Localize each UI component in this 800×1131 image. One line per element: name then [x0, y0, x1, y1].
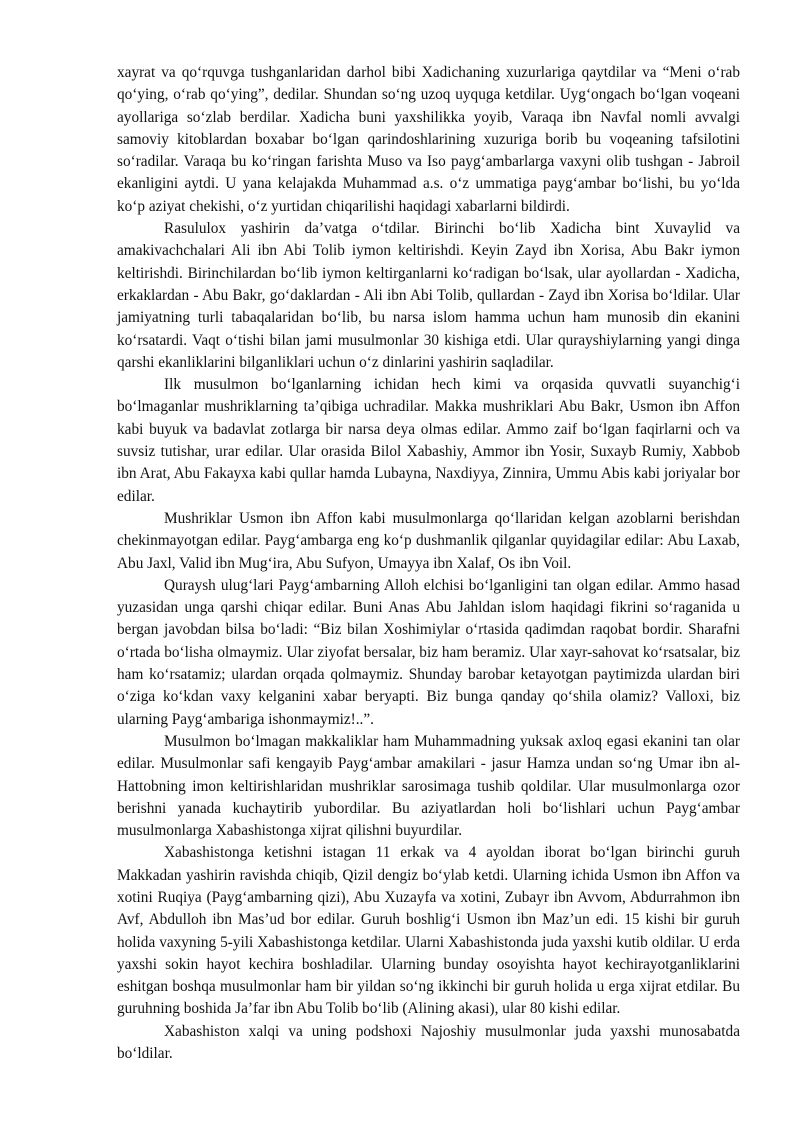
paragraph-enemies: Mushriklar Usmon ibn Affon kabi musulmonlarga qo‘llaridan kelgan azoblarni berishdan chekinmayotgan edilar. Payg‘ambarga eng ko‘p dushmanlik qilganlar quyidagilar edilar: Abu Laxab, Abu Jaxl, Valid ibn Mug‘ira, Abu Sufyon, Umayya ibn Xalaf, Os ibn Voil.: [117, 509, 740, 572]
document-page: [117, 62, 740, 1065]
paragraph-secret-dawah: Rasululox yashirin da’vatga o‘tdilar. Birinchi bo‘lib Xadicha bint Xuvaylid va amakivachchalari Ali ibn Abi Tolib iymon keltirishdi. Keyin Zayd ibn Xorisa, Abu Bakr iymon keltirishdi. Birinchilardan bo‘lib iymon keltirganlarni ko‘radigan bo‘lsak, ular ayollardan - Xadicha, erkaklardan - Abu Bakr, go‘daklardan - Ali ibn Abi Tolib, qullardan - Zayd ibn Xorisa bo‘ldilar. Ular jamiyatning turli tabaqalaridan bo‘lib, bu narsa islom hamma uchun ham munosib din ekanini ko‘rsatardi. Vaqt o‘tishi bilan jami musulmonlar 30 kishiga etdi. Ular qurayshiylarning yangi dinga qarshi ekanliklarini bilganliklari uchun o‘z dinlarini yashirin saqladilar.: [117, 220, 740, 371]
paragraph-quraysh-envy: Quraysh ulug‘lari Payg‘ambarning Alloh elchisi bo‘lganligini tan olgan edilar. Ammo hasad yuzasidan unga qarshi chiqar edilar. Buni Anas Abu Jahldan islom haqidagi fikrini so‘raganida u bergan javobdan bilsa bo‘ladi: “Biz bilan Xoshimiylar o‘rtasida qadimdan raqobat bordir. Sharafni o‘rtada bo‘lisha olmaymiz. Ular ziyofat bersalar, biz ham beramiz. Ular xayr-sahovat ko‘rsatsalar, biz ham ko‘rsatamiz; ulardan orqada qolmaymiz. Shunday barobar ketayotgan paytimizda ulardan biri o‘ziga ko‘kdan vaxy kelganini xabar beryapti. Biz bunga qanday qo‘shila olamiz? Valloxi, biz ularning Payg‘ambariga ishonmaymiz!..”.: [117, 576, 740, 728]
paragraph-continuation: xayrat va qo‘rquvga tushganlaridan darhol bibi Xadichaning xuzurlariga qaytdilar va “Meni o‘rab qo‘ying, o‘rab qo‘ying”, dedilar. Shundan so‘ng uzoq uyquga ketdilar. Uyg‘ongach bo‘lgan voqeani ayollariga so‘zlab berdilar. Xadicha buni yaxshilikka yoyib, Varaqa ibn Navfal nomli avvalgi samoviy kitoblardan boxabar bo‘lgan qarindoshlarining xuzuriga borib bu voqeaning tafsilotini so‘radilar. Varaqa bu ko‘ringan farishta Muso va Iso payg‘ambarlarga vaxyni olib tushgan - Jabroil ekanligini aytdi. U yana kelajakda Muhammad a.s. o‘z ummatiga payg‘ambar bo‘lishi, bu yo‘lda ko‘p aziyat chekishi, o‘z yurtidan chiqarilishi haqidagi xabarlarni bildirdi.: [117, 64, 740, 215]
paragraph-first-group: Xabashistonga ketishni istagan 11 erkak va 4 ayoldan iborat bo‘lgan birinchi guruh Makkadan yashirin ravishda chiqib, Qizil dengiz bo‘ylab ketdi. Ularning ichida Usmon ibn Affon va xotini Ruqiya (Payg‘ambarning qizi), Abu Xuzayfa va xotini, Zubayr ibn Avvom, Abdurrahmon ibn Avf, Abdulloh ibn Mas’ud bor edilar. Guruh boshlig‘i Usmon ibn Maz’un edi. 15 kishi bir guruh holida vaxyning 5-yili Xabashistonga ketdilar. Ularni Xabashistonda juda yaxshi kutib oldilar. U erda yaxshi sokin hayot kechira boshladilar. Ularning bunday osoyishta hayot kechirayotganliklarini eshitgan boshqa musulmonlar ham bir yildan so‘ng ikkinchi bir guruh holida u erga xijrat etdilar. Bu guruhning boshida Ja’far ibn Abu Tolib bo‘lib (Alining akasi), ular 80 kishi edilar.: [117, 844, 740, 1018]
paragraph-najashi: Xabashiston xalqi va uning podshoxi Najoshiy musulmonlar juda yaxshi munosabatda bo‘ldilar.: [117, 1022, 740, 1063]
paragraph-persecution: Ilk musulmon bo‘lganlarning ichidan hech kimi va orqasida quvvatli suyanchig‘i bo‘lmaganlar mushriklarning ta’qibiga uchradilar. Makka mushriklari Abu Bakr, Usmon ibn Affon kabi buyuk va badavlat zotlarga bir narsa deya olmas edilar. Ammo zaif bo‘lgan faqirlarni och va suvsiz tutishar, urar edilar. Ular orasida Bilol Xabashiy, Ammor ibn Yosir, Suxayb Rumiy, Xabbob ibn Arat, Abu Fakayxa kabi qullar hamda Lubayna, Naxdiyya, Zinnira, Ummu Abis kabi joriyalar bor edilar.: [117, 376, 740, 505]
paragraph-hijra-order: Musulmon bo‘lmagan makkaliklar ham Muhammadning yuksak axloq egasi ekanini tan olar edilar. Musulmonlar safi kengayib Payg‘ambar amakilari - jasur Hamza undan so‘ng Umar ibn al-Hattobning imon keltirishlaridan mushriklar sarosimaga tushib qoldilar. Ular musulmonlarga ozor berishni yanada kuchaytirib yubordilar. Bu aziyatlardan holi bo‘lishlari uchun Payg‘ambar musulmonlarga Xabashistonga xijrat qilishni buyurdilar.: [117, 732, 740, 840]
